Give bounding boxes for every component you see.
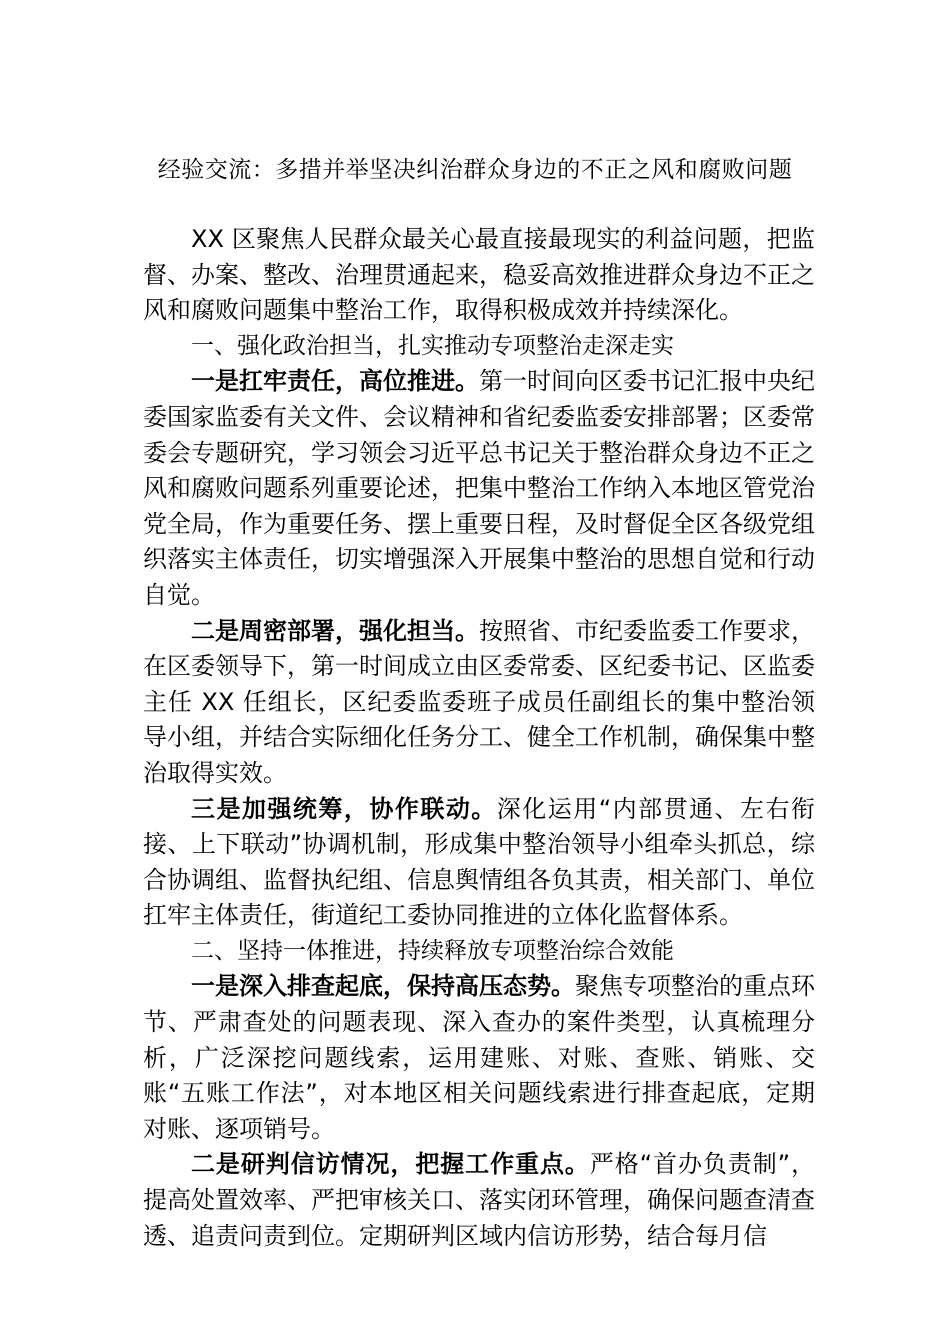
section-heading-2: 二、坚持一体推进，持续释放专项整治综合效能 xyxy=(191,937,674,964)
item-lead: 二是周密部署，强化担当。 xyxy=(191,616,479,645)
item-text: 严格“首办负责制”，提高处置效率、严把审核关口、落实闭环管理，确保问题查清查透、追责问责到位。定期研判区域内信访形势，结合每月信 xyxy=(143,1150,816,1250)
section-1-item-1 xyxy=(143,364,815,613)
section-1-item-2 xyxy=(143,614,815,792)
section-2-item-2 xyxy=(143,1147,815,1254)
item-lead: 一是扛牢责任，高位推进。 xyxy=(191,367,479,396)
item-text: 按照省、市纪委监委工作要求，在区委领导下，第一时间成立由区委常委、区纪委书记、区监委主任 XX 任组长，区纪委监委班子成员任副组长的集中整治领导小组，并结合实际细化任务分工、健全工作机制，确保集中整治取得实效。 xyxy=(143,616,815,787)
item-lead: 三是加强统筹，协作联动。 xyxy=(191,794,497,823)
intro-paragraph: XX 区聚焦人民群众最关心最直接最现实的利益问题，把监督、办案、整改、治理贯通起来，稳妥高效推进群众身边不正之风和腐败问题集中整治工作，取得积极成效并持续深化。 xyxy=(143,225,815,325)
item-text: 第一时间向区委书记汇报中央纪委国家监委有关文件、会议精神和省纪委监委安排部署；区委常委会专题研究，学习领会习近平总书记关于整治群众身边不正之风和腐败问题系列重要论述，把集中整治工作纳入本地区管党治党全局，作为重要任务、摆上重要日程，及时督促全区各级党组织落实主体责任，切实增强深入开展集中整治的思想自觉和行动自觉。 xyxy=(143,367,815,609)
section-1-item-3 xyxy=(143,792,815,934)
document-body xyxy=(143,222,815,1254)
item-lead: 一是深入排查起底，保持高压态势。 xyxy=(191,972,575,1001)
item-lead: 二是研判信访情况，把握工作重点。 xyxy=(191,1150,590,1179)
section-heading-1: 一、强化政治担当，扎实推动专项整治走深走实 xyxy=(191,332,674,359)
item-text: 深化运用“内部贯通、左右衔接、上下联动”协调机制，形成集中整治领导小组牵头抓总，综合协调组、监督执纪组、信息舆情组各负其责，相关部门、单位扛牢主体责任，街道纪工委协同推进的立体化监督体系。 xyxy=(143,794,815,930)
section-2-item-1 xyxy=(143,969,815,1147)
document-title: 经验交流：多措并举坚决纠治群众身边的不正之风和腐败问题 xyxy=(157,157,793,183)
item-text: 聚焦专项整治的重点环节、严肃查处的问题表现、深入查办的案件类型，认真梳理分析，广泛深挖问题线索，运用建账、对账、查账、销账、交账“五账工作法”，对本地区相关问题线索进行排查起底，定期对账、逐项销号。 xyxy=(143,972,815,1143)
